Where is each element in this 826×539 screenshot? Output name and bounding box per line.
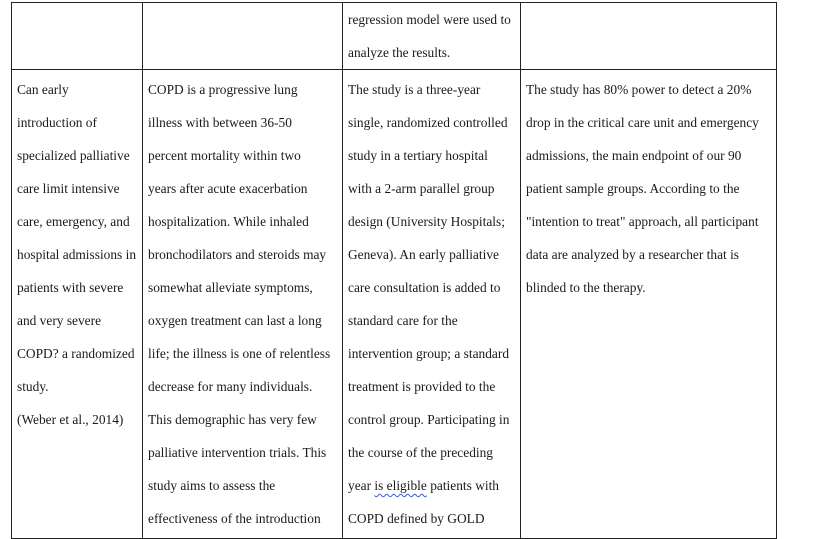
- text-line: COPD defined by GOLD: [348, 511, 485, 526]
- text-line: The study is a three-year: [348, 82, 481, 97]
- text-line: with a 2-arm parallel group: [348, 181, 495, 196]
- text-line: drop in the critical care unit and emergency: [526, 115, 759, 130]
- text-line: blinded to the therapy.: [526, 280, 646, 295]
- text-line: specialized palliative: [17, 148, 130, 163]
- text-line: single, randomized controlled: [348, 115, 508, 130]
- text-line: life; the illness is one of relentless: [148, 346, 331, 361]
- cell-empty-1: [12, 3, 143, 70]
- text-line-flagged: [348, 469, 515, 502]
- text-line: hospitalization. While inhaled: [148, 214, 309, 229]
- text-line: introduction of: [17, 115, 97, 130]
- text-line: control group. Participating in: [348, 412, 510, 427]
- cell-empty-2: [143, 3, 343, 70]
- text-line: decrease for many individuals.: [148, 379, 313, 394]
- text-line: admissions, the main endpoint of our 90: [526, 148, 742, 163]
- text-line: study aims to assess the: [148, 478, 276, 493]
- text-line: The study has 80% power to detect a 20%: [526, 82, 752, 97]
- text-line: intervention group; a standard: [348, 346, 510, 361]
- text-line: oxygen treatment can last a long: [148, 313, 322, 328]
- text-line: study in a tertiary hospital: [348, 148, 488, 163]
- text-line: "intention to treat" approach, all participant: [526, 214, 759, 229]
- text-line: This demographic has very few: [148, 412, 317, 427]
- cell-study-title: [12, 70, 143, 539]
- text-line: treatment is provided to the: [348, 379, 496, 394]
- grammar-flag-underline[interactable]: is eligible: [374, 478, 427, 493]
- study-row: [12, 70, 777, 539]
- literature-review-table: [11, 2, 777, 539]
- text-line: regression model were used to: [348, 12, 511, 27]
- text-line: data are analyzed by a researcher that is: [526, 247, 740, 262]
- text-line: bronchodilators and steroids may: [148, 247, 327, 262]
- text-line: years after acute exacerbation: [148, 181, 308, 196]
- continuation-row: [12, 3, 777, 70]
- text-line: COPD? a randomized: [17, 346, 135, 361]
- text-line: standard care for the: [348, 313, 458, 328]
- text-line: the course of the preceding: [348, 445, 494, 460]
- text-line: Geneva). An early palliative: [348, 247, 499, 262]
- cell-methods: [343, 70, 521, 539]
- text-line: analyze the results.: [348, 45, 451, 60]
- text-line: somewhat alleviate symptoms,: [148, 280, 313, 295]
- text-line: care consultation is added to: [348, 280, 501, 295]
- text-fragment: patients with: [426, 478, 499, 493]
- text-line: illness with between 36-50: [148, 115, 292, 130]
- text-line: patient sample groups. According to the: [526, 181, 740, 196]
- citation: (Weber et al., 2014): [17, 412, 124, 427]
- text-fragment: year: [348, 478, 375, 493]
- cell-background: [143, 70, 343, 539]
- text-line: COPD is a progressive lung: [148, 82, 298, 97]
- text-line: patients with severe: [17, 280, 124, 295]
- text-line: care limit intensive: [17, 181, 120, 196]
- text-line: percent mortality within two: [148, 148, 301, 163]
- text-line: effectiveness of the introduction: [148, 511, 321, 526]
- text-line: hospital admissions in: [17, 247, 137, 262]
- cell-empty-4: [521, 3, 777, 70]
- cell-results: [521, 70, 777, 539]
- text-line: Can early: [17, 82, 69, 97]
- text-line: palliative intervention trials. This: [148, 445, 327, 460]
- text-line: study.: [17, 379, 49, 394]
- text-line: care, emergency, and: [17, 214, 130, 229]
- cell-method-continuation: [343, 3, 521, 70]
- text-line: and very severe: [17, 313, 102, 328]
- text-line: design (University Hospitals;: [348, 214, 505, 229]
